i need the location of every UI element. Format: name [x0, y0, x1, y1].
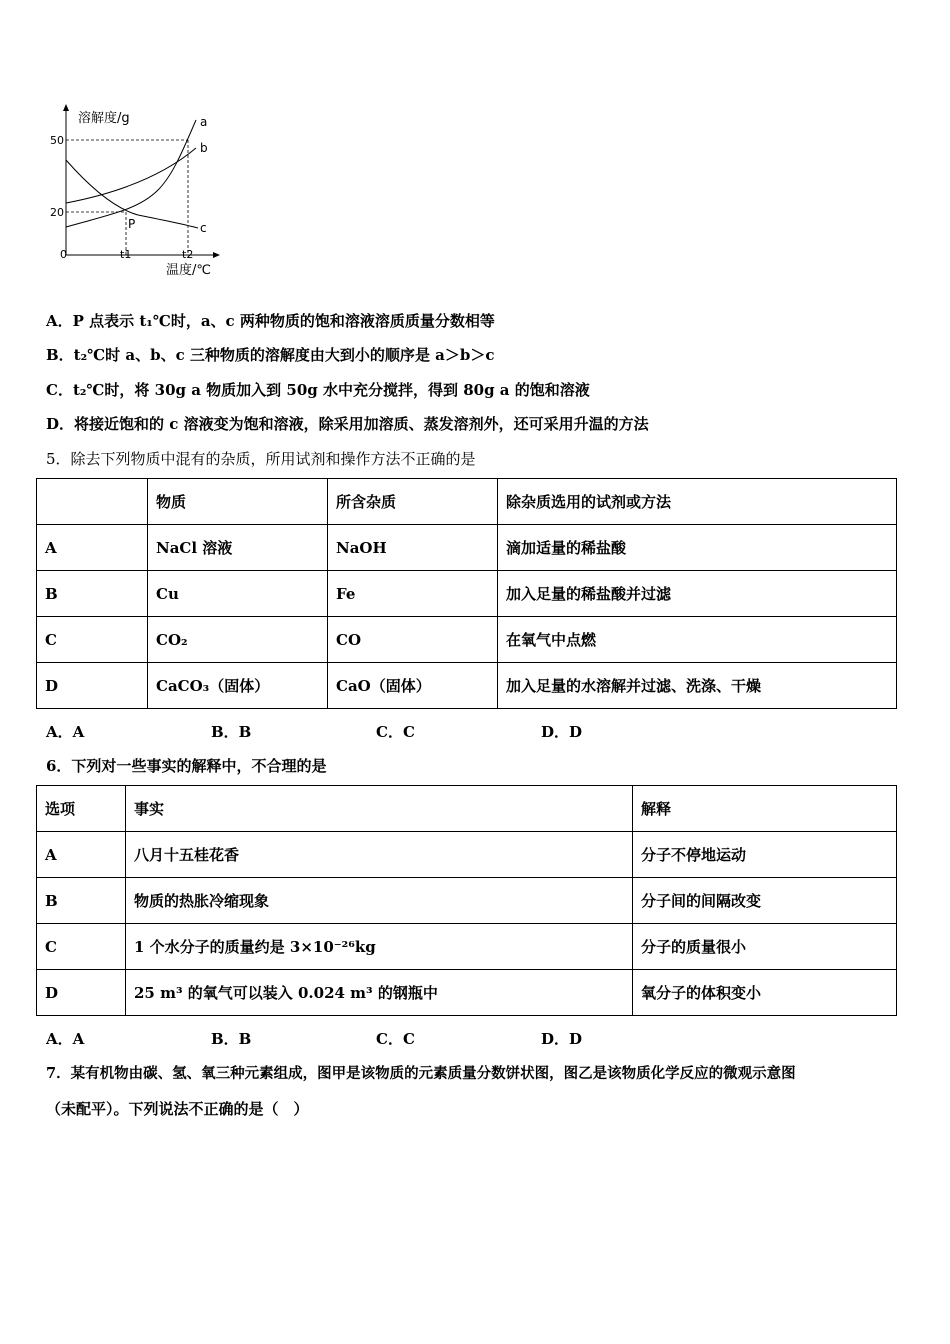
table-cell: CaCO₃（固体） — [148, 663, 328, 709]
table-cell: 25 m³ 的氧气可以装入 0.024 m³ 的钢瓶中 — [126, 970, 633, 1016]
q7-line-2: （未配平）。下列说法不正确的是（ ） — [46, 1100, 309, 1118]
table-cell: B — [37, 571, 148, 617]
y-axis-arrow — [63, 104, 69, 111]
table-header-row — [37, 786, 897, 832]
table-cell: CO₂ — [148, 617, 328, 663]
table-row — [37, 617, 897, 663]
curve-a-label: a — [200, 115, 208, 129]
q5-answer-b: B．B — [211, 723, 252, 741]
q5-answer-a: A．A — [46, 723, 85, 741]
table-cell: NaCl 溶液 — [148, 525, 328, 571]
table-row — [37, 525, 897, 571]
table-cell: B — [37, 878, 126, 924]
table-cell: 物质 — [148, 479, 328, 525]
table-cell: 事实 — [126, 786, 633, 832]
q5-stem: 5．除去下列物质中混有的杂质，所用试剂和操作方法不正确的是 — [46, 450, 476, 468]
q5-answer-c: C．C — [376, 723, 415, 741]
table-cell: D — [37, 970, 126, 1016]
curve-c-label: c — [200, 221, 207, 235]
table-cell: A — [37, 832, 126, 878]
y-tick-50: 50 — [50, 134, 64, 147]
table-row — [37, 924, 897, 970]
y-axis-title: 溶解度/g — [78, 111, 130, 126]
table-row — [37, 571, 897, 617]
origin-label: 0 — [60, 248, 67, 261]
table-cell: C — [37, 617, 148, 663]
table-cell: CaO（固体） — [328, 663, 498, 709]
y-tick-20: 20 — [50, 206, 64, 219]
table-row — [37, 878, 897, 924]
table-cell: 分子不停地运动 — [633, 832, 897, 878]
table-cell: 加入足量的稀盐酸并过滤 — [498, 571, 897, 617]
table-cell: 解释 — [633, 786, 897, 832]
table-row — [37, 663, 897, 709]
q6-answer-d: D．D — [541, 1030, 583, 1048]
table-cell: A — [37, 525, 148, 571]
q6-stem: 6．下列对一些事实的解释中，不合理的是 — [46, 757, 327, 775]
table-cell: 在氧气中点燃 — [498, 617, 897, 663]
point-p-label: P — [128, 217, 136, 231]
curve-b — [66, 148, 196, 203]
table-cell: C — [37, 924, 126, 970]
x-tick-t1: t1 — [120, 248, 132, 261]
q7-line-1: 7．某有机物由碳、氢、氧三种元素组成，图甲是该物质的元素质量分数饼状图，图乙是该物质化学反应的微观示意图 — [46, 1065, 796, 1082]
table-cell: 八月十五桂花香 — [126, 832, 633, 878]
table-cell: 所含杂质 — [328, 479, 498, 525]
x-axis-title: 温度/℃ — [166, 263, 211, 278]
table-cell: 选项 — [37, 786, 126, 832]
x-axis-arrow — [213, 252, 220, 258]
q6-answer-a: A．A — [46, 1030, 85, 1048]
x-tick-t2: t2 — [182, 248, 194, 261]
table-row — [37, 970, 897, 1016]
q5-answer-d: D．D — [541, 723, 583, 741]
q4-option-c: C．t₂℃时，将 30g a 物质加入到 50g 水中充分搅拌，得到 80g a 的饱和溶液 — [46, 381, 590, 399]
q4-option-a: A．P 点表示 t₁℃时，a、c 两种物质的饱和溶液溶质质量分数相等 — [46, 312, 495, 330]
table-cell: 物质的热胀冷缩现象 — [126, 878, 633, 924]
q4-option-d: D．将接近饱和的 c 溶液变为饱和溶液，除采用加溶质、蒸发溶剂外，还可采用升温的方法 — [46, 415, 649, 433]
table-cell: Cu — [148, 571, 328, 617]
table-cell: 滴加适量的稀盐酸 — [498, 525, 897, 571]
solubility-chart — [38, 100, 228, 285]
table-cell: 加入足量的水溶解并过滤、洗涤、干燥 — [498, 663, 897, 709]
table-cell: Fe — [328, 571, 498, 617]
table-cell: 1 个水分子的质量约是 3×10⁻²⁶kg — [126, 924, 633, 970]
table-cell — [37, 479, 148, 525]
table-cell: 分子间的间隔改变 — [633, 878, 897, 924]
q4-option-b: B．t₂℃时 a、b、c 三种物质的溶解度由大到小的顺序是 a＞b＞c — [46, 346, 495, 364]
table-cell: NaOH — [328, 525, 498, 571]
table-cell: 分子的质量很小 — [633, 924, 897, 970]
table-cell: 除杂质选用的试剂或方法 — [498, 479, 897, 525]
curve-a — [66, 120, 196, 227]
table-header-row — [37, 479, 897, 525]
q5-table — [36, 478, 897, 709]
q6-answer-c: C．C — [376, 1030, 415, 1048]
q6-answer-b: B．B — [211, 1030, 252, 1048]
table-cell: CO — [328, 617, 498, 663]
curve-b-label: b — [200, 141, 208, 155]
table-cell: D — [37, 663, 148, 709]
q6-table — [36, 785, 897, 1016]
table-cell: 氧分子的体积变小 — [633, 970, 897, 1016]
table-row — [37, 832, 897, 878]
